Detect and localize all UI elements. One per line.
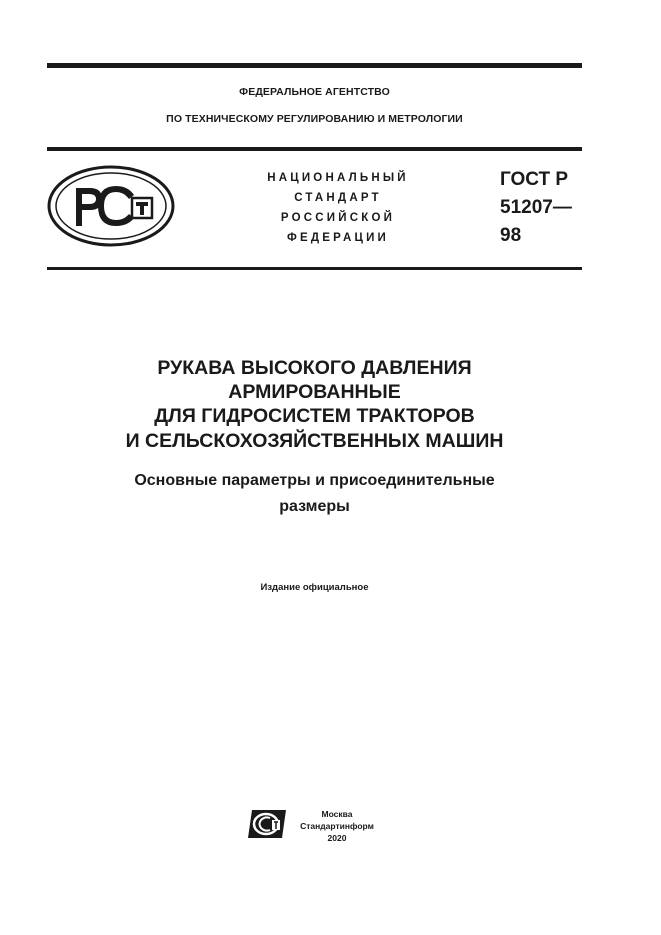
agency-line-2: ПО ТЕХНИЧЕСКОМУ РЕГУЛИРОВАНИЮ И МЕТРОЛОГИИ bbox=[166, 113, 463, 125]
bottom-rule bbox=[47, 267, 582, 270]
standartinform-logo-icon bbox=[248, 808, 288, 840]
title-line-4: И СЕЛЬСКОХОЗЯЙСТВЕННЫХ МАШИН bbox=[125, 430, 504, 452]
gost-designation-line-2: 51207— bbox=[500, 197, 572, 218]
publisher-city: Москва bbox=[321, 809, 353, 819]
edition-label: Издание официальное bbox=[260, 582, 369, 593]
national-line-3: РОССИЙСКОЙ bbox=[280, 212, 396, 224]
agency-line-1: ФЕДЕРАЛЬНОЕ АГЕНТСТВО bbox=[239, 86, 390, 98]
subtitle-line-2: размеры bbox=[279, 498, 350, 515]
national-line-2: СТАНДАРТ bbox=[294, 192, 382, 204]
gost-designation-line-1: ГОСТ Р bbox=[500, 169, 569, 190]
top-rule bbox=[47, 63, 582, 68]
gost-designation-line-3: 98 bbox=[500, 225, 522, 246]
national-line-4: ФЕДЕРАЦИИ bbox=[286, 232, 390, 244]
title-line-1: РУКАВА ВЫСОКОГО ДАВЛЕНИЯ bbox=[157, 357, 472, 379]
publisher-year: 2020 bbox=[327, 833, 347, 843]
rst-mark-icon bbox=[46, 164, 176, 248]
publisher-name: Стандартинформ bbox=[300, 821, 374, 831]
subtitle-line-1: Основные параметры и присоединительные bbox=[134, 472, 495, 489]
title-line-3: ДЛЯ ГИДРОСИСТЕМ ТРАКТОРОВ bbox=[154, 405, 475, 427]
national-line-1: НАЦИОНАЛЬНЫЙ bbox=[267, 172, 409, 184]
middle-rule bbox=[47, 147, 582, 151]
title-line-2: АРМИРОВАННЫЕ bbox=[228, 381, 401, 403]
